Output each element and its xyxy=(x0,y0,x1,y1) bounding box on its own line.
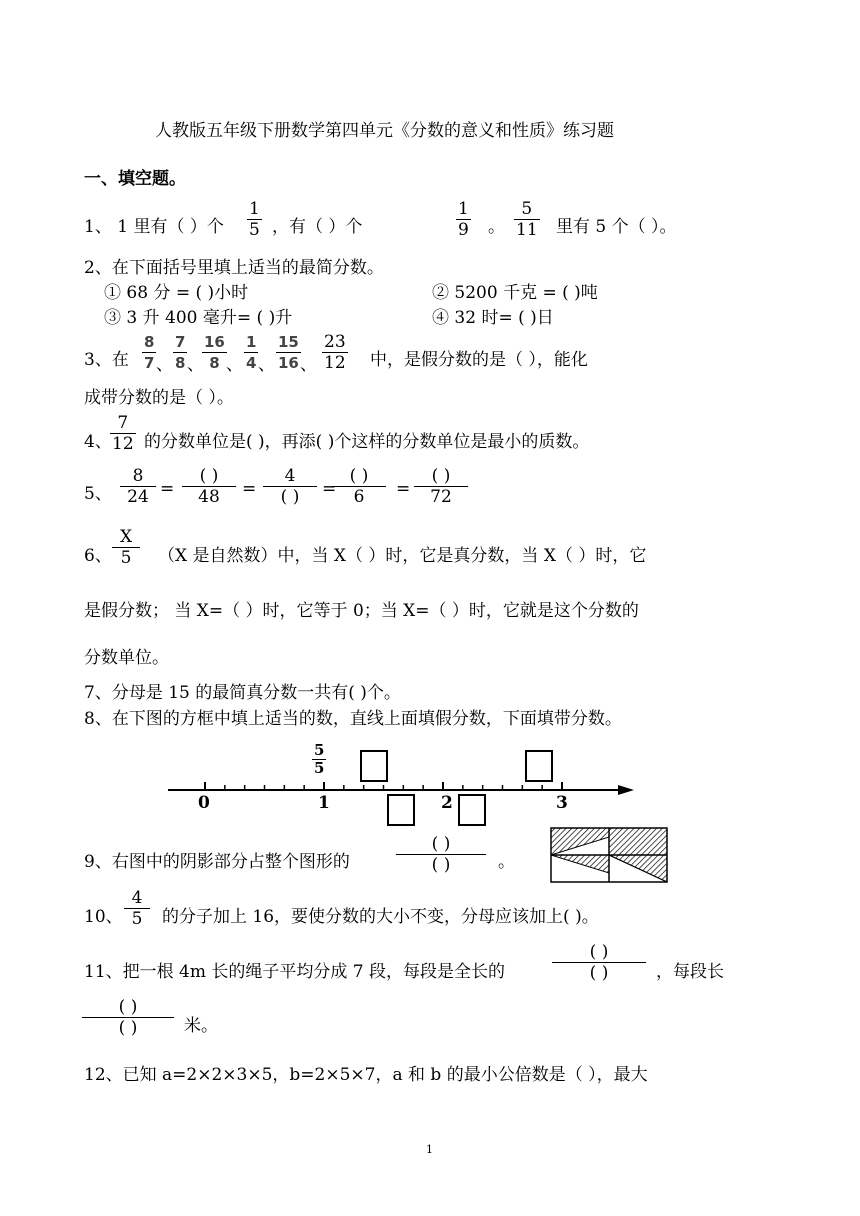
q5-fraction-4: ( ) 6 xyxy=(332,466,386,507)
q5-equals-1: = xyxy=(160,479,175,499)
tick-label-1: 1 xyxy=(318,793,330,813)
q3-fraction-6: $\frac{23}{12}$ xyxy=(324,332,346,373)
tick-label-3: 3 xyxy=(556,793,568,813)
q2-item-c: ③ 3 升 400 毫升= ( )升 xyxy=(104,308,293,328)
tick-label-0: 0 xyxy=(198,793,210,813)
q5-prefix: 5、 xyxy=(84,484,112,504)
q3-separator: 、 xyxy=(187,355,204,375)
q4-fraction: $\frac{7}{12}$ xyxy=(112,413,134,454)
page-number: 1 xyxy=(426,1143,433,1156)
q2-item-b: ② 5200 千克 = ( )吨 xyxy=(432,283,598,303)
q6-line2: 是假分数； 当 X=（ ）时，它等于 0；当 X=（ ）时，它就是这个分数的 xyxy=(84,601,639,621)
section-heading: 一、填空题。 xyxy=(84,169,186,189)
q11-text: 11、把一根 4m 长的绳子平均分成 7 段，每段是全长的 xyxy=(84,962,505,982)
q1-fraction-2: $\frac{1}{9}$ xyxy=(458,199,469,240)
q5-fraction-5: ( ) 72 xyxy=(414,466,468,507)
q5-equals-3: = xyxy=(322,479,337,499)
q3-fraction-1: $\frac{8}{7}$ xyxy=(144,333,155,372)
q6-text: （X 是自然数）中，当 X（ ）时，它是真分数，当 X（ ）时，它 xyxy=(158,546,647,566)
q3-separator: 、 xyxy=(226,355,243,375)
q1-part1: 1、 1 里有（ ）个 xyxy=(84,217,224,237)
q3-prefix: 3、在 xyxy=(84,350,129,370)
q3-line2: 成带分数的是（ ）。 xyxy=(84,388,234,408)
q4-prefix: 4、 xyxy=(84,432,112,452)
q2-item-d: ④ 32 时= ( )日 xyxy=(432,308,554,328)
q6-fraction: $\frac{X}{5}$ xyxy=(112,527,140,568)
answer-box-below-2[interactable] xyxy=(458,794,486,826)
q12-text: 12、已知 a=2×2×3×5，b=2×5×7，a 和 b 的最小公倍数是（ ），最大 xyxy=(84,1065,648,1085)
q9-text: 9、右图中的阴影部分占整个图形的 xyxy=(84,852,350,872)
q11-mid: ，每段长 xyxy=(656,962,724,982)
q6-line3: 分数单位。 xyxy=(84,648,169,668)
q11-fraction-2: ( ) ( ) xyxy=(82,997,174,1038)
q6-prefix: 6、 xyxy=(84,546,112,566)
page-title: 人教版五年级下册数学第四单元《分数的意义和性质》练习题 xyxy=(155,121,614,141)
tick-label-2: 2 xyxy=(441,793,453,813)
q1-part4: 里有 5 个（ ）。 xyxy=(556,217,677,237)
q3-separator: 、 xyxy=(156,355,173,375)
q3-fraction-3: $\frac{16}{8}$ xyxy=(204,333,225,372)
number-line xyxy=(0,740,860,840)
q2-line: 2、在下面括号里填上适当的最简分数。 xyxy=(84,258,384,278)
q7-text: 7、分母是 15 的最简真分数一共有( )个。 xyxy=(84,683,401,703)
shaded-figure xyxy=(550,827,670,885)
q8-text: 8、在下图的方框中填上适当的数，直线上面填假分数，下面填带分数。 xyxy=(84,709,622,729)
answer-box-above-2[interactable] xyxy=(525,750,553,782)
q9-end: 。 xyxy=(498,852,515,872)
q1-fraction-3: $\frac{5}{11}$ xyxy=(516,199,538,240)
q5-fraction-2: ( ) 48 xyxy=(182,466,236,507)
q5-equals-2: = xyxy=(242,479,257,499)
q1-part3: 。 xyxy=(488,217,505,237)
q3-fraction-5: $\frac{15}{16}$ xyxy=(278,333,299,372)
q5-fraction-3: 4 ( ) xyxy=(263,466,317,507)
q1-part2: ，有（ ）个 xyxy=(272,217,363,237)
numberline-fraction: $\frac{5}{5}$ xyxy=(314,741,325,777)
q10-prefix: 10、 xyxy=(84,907,123,927)
q10-fraction: $\frac{4}{5}$ xyxy=(124,888,150,929)
q2-item-a: ① 68 分 = ( )小时 xyxy=(104,283,249,303)
q5-fraction-1: $\frac{8}{24}$ xyxy=(120,466,156,507)
q5-equals-4: = xyxy=(396,479,411,499)
answer-box-above-1[interactable] xyxy=(360,750,388,782)
q9-fraction: ( ) ( ) xyxy=(396,834,486,875)
q4-text: 的分数单位是( )，再添( )个这样的分数单位是最小的质数。 xyxy=(144,432,590,452)
q3-separator: 、 xyxy=(258,355,275,375)
q11-end: 米。 xyxy=(184,1016,218,1036)
q10-text: 的分子加上 16，要使分数的大小不变，分母应该加上( )。 xyxy=(162,907,599,927)
q1-fraction-1: $\frac{1}{5}$ xyxy=(249,199,260,240)
q3-separator: 、 xyxy=(300,355,317,375)
q11-fraction-1: ( ) ( ) xyxy=(552,942,646,983)
q3-text: 中，是假分数的是（ ），能化 xyxy=(370,350,588,370)
q3-fraction-4: $\frac{1}{4}$ xyxy=(246,333,257,372)
answer-box-below-1[interactable] xyxy=(387,794,415,826)
q3-fraction-2: $\frac{7}{8}$ xyxy=(175,333,186,372)
